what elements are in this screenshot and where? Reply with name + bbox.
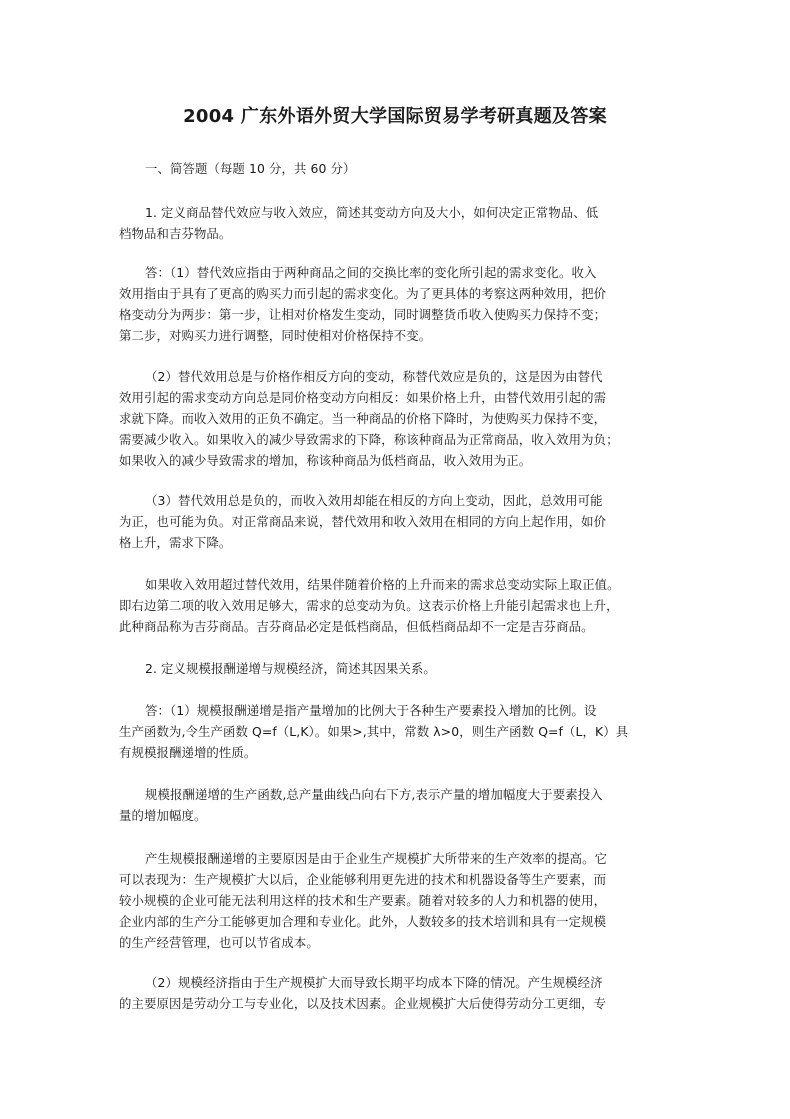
text-line: 此种商品称为吉芬商品。吉芬商品必定是低档商品，但低档商品却不一定是吉芬商品。 [119,619,594,634]
text-line: 可以表现为：生产规模扩大以后，企业能够利用更先进的技术和机器设备等生产要素，而 [119,872,607,887]
text-line: 格上升，需求下降。 [119,535,232,550]
text-line: 如果收入效用超过替代效用，结果伴随着价格的上升而来的需求总变动实际上取正值。 [145,577,620,592]
text-line: 档物品和吉芬物品。 [119,226,232,241]
answer-1-paragraph-3 [119,490,670,553]
text-line: 生产函数为,令生产函数 Q=f（L,K）。如果>,其中，常数 λ>0，则生产函数 Q=f（L，K）具 [119,724,629,739]
text-line: （2）替代效用总是与价格作相反方向的变动，称替代效应是负的，这是因为由替代 [145,369,603,384]
answer-1-paragraph-2 [119,366,670,471]
text-line: 的主要原因是劳动分工与专业化，以及技术因素。企业规模扩大后使得劳动分工更细，专 [119,996,607,1011]
text-line: （2）规模经济指由于生产规模扩大而导致长期平均成本下降的情况。产生规模经济 [145,975,603,990]
text-line: 的生产经营管理，也可以节省成本。 [119,935,319,950]
text-line: 量的增加幅度。 [119,808,207,823]
text-line: 求就下降。而收入效用的正负不确定。当一种商品的价格下降时，为使购买力保持不变， [119,411,607,426]
document-title: 2004 广东外语外贸大学国际贸易学考研真题及答案 [183,106,607,127]
text-line: 2. 定义规模报酬递增与规模经济，简述其因果关系。 [145,661,436,676]
text-line: 为正，也可能为负。对正常商品来说，替代效用和收入效用在相同的方向上起作用，如价 [119,514,607,529]
text-line: 答：（1）规模报酬递增是指产量增加的比例大于各种生产要素投入增加的比例。设 [145,703,597,718]
text-line: 有规模报酬递增的性质。 [119,745,257,760]
text-line: 需要减少收入。如果收入的减少导致需求的下降，称该种商品为正常商品，收入效用为负； [119,432,619,447]
text-line: 答：（1）替代效应指由于两种商品之间的交换比率的变化所引起的需求变化。收入 [145,265,597,280]
text-line: 规模报酬递增的生产函数,总产量曲线凸向右下方,表示产量的增加幅度大于要素投入 [145,787,603,802]
answer-1-paragraph-1 [119,262,670,346]
answer-2-paragraph-4 [119,972,670,1014]
text-line: 较小规模的企业可能无法利用这样的技术和生产要素。随着对较多的人力和机器的使用， [119,893,607,908]
text-line: 1. 定义商品替代效应与收入效应，简述其变动方向及大小，如何决定正常物品、低 [145,205,599,220]
answer-2-paragraph-2 [119,784,670,826]
text-line: （3）替代效用总是负的，而收入效用却能在相反的方向上变动，因此，总效用可能 [145,493,603,508]
text-line: 效用引起的需求变动方向总是同价格变动方向相反：如果价格上升，由替代效用引起的需 [119,390,607,405]
text-line: 如果收入的减少导致需求的增加，称该种商品为低档商品，收入效用为正。 [119,453,532,468]
text-line: 一、简答题（每题 10 分，共 60 分） [145,161,356,176]
section-heading [119,158,670,179]
question-2 [119,658,670,679]
text-line: 第二步，对购买力进行调整，同时使相对价格保持不变。 [119,328,432,343]
text-line: 产生规模报酬递增的主要原因是由于企业生产规模扩大所带来的生产效率的提高。它 [145,851,608,866]
answer-2-paragraph-1 [119,700,670,763]
text-line: 效用指由于具有了更高的购买力而引起的需求变化。为了更具体的考察这两种效用，把价 [119,286,607,301]
text-line: 格变动分为两步：第一步，让相对价格发生变动，同时调整货币收入使购买力保持不变； [119,307,607,322]
question-1 [119,202,670,244]
text-line: 企业内部的生产分工能够更加合理和专业化。此外，人数较多的技术培训和具有一定规模 [119,914,607,929]
answer-2-paragraph-3 [119,848,670,953]
text-line: 即右边第二项的收入效用足够大，需求的总变动为负。这表示价格上升能引起需求也上升， [119,598,619,613]
answer-1-paragraph-4 [119,574,670,637]
